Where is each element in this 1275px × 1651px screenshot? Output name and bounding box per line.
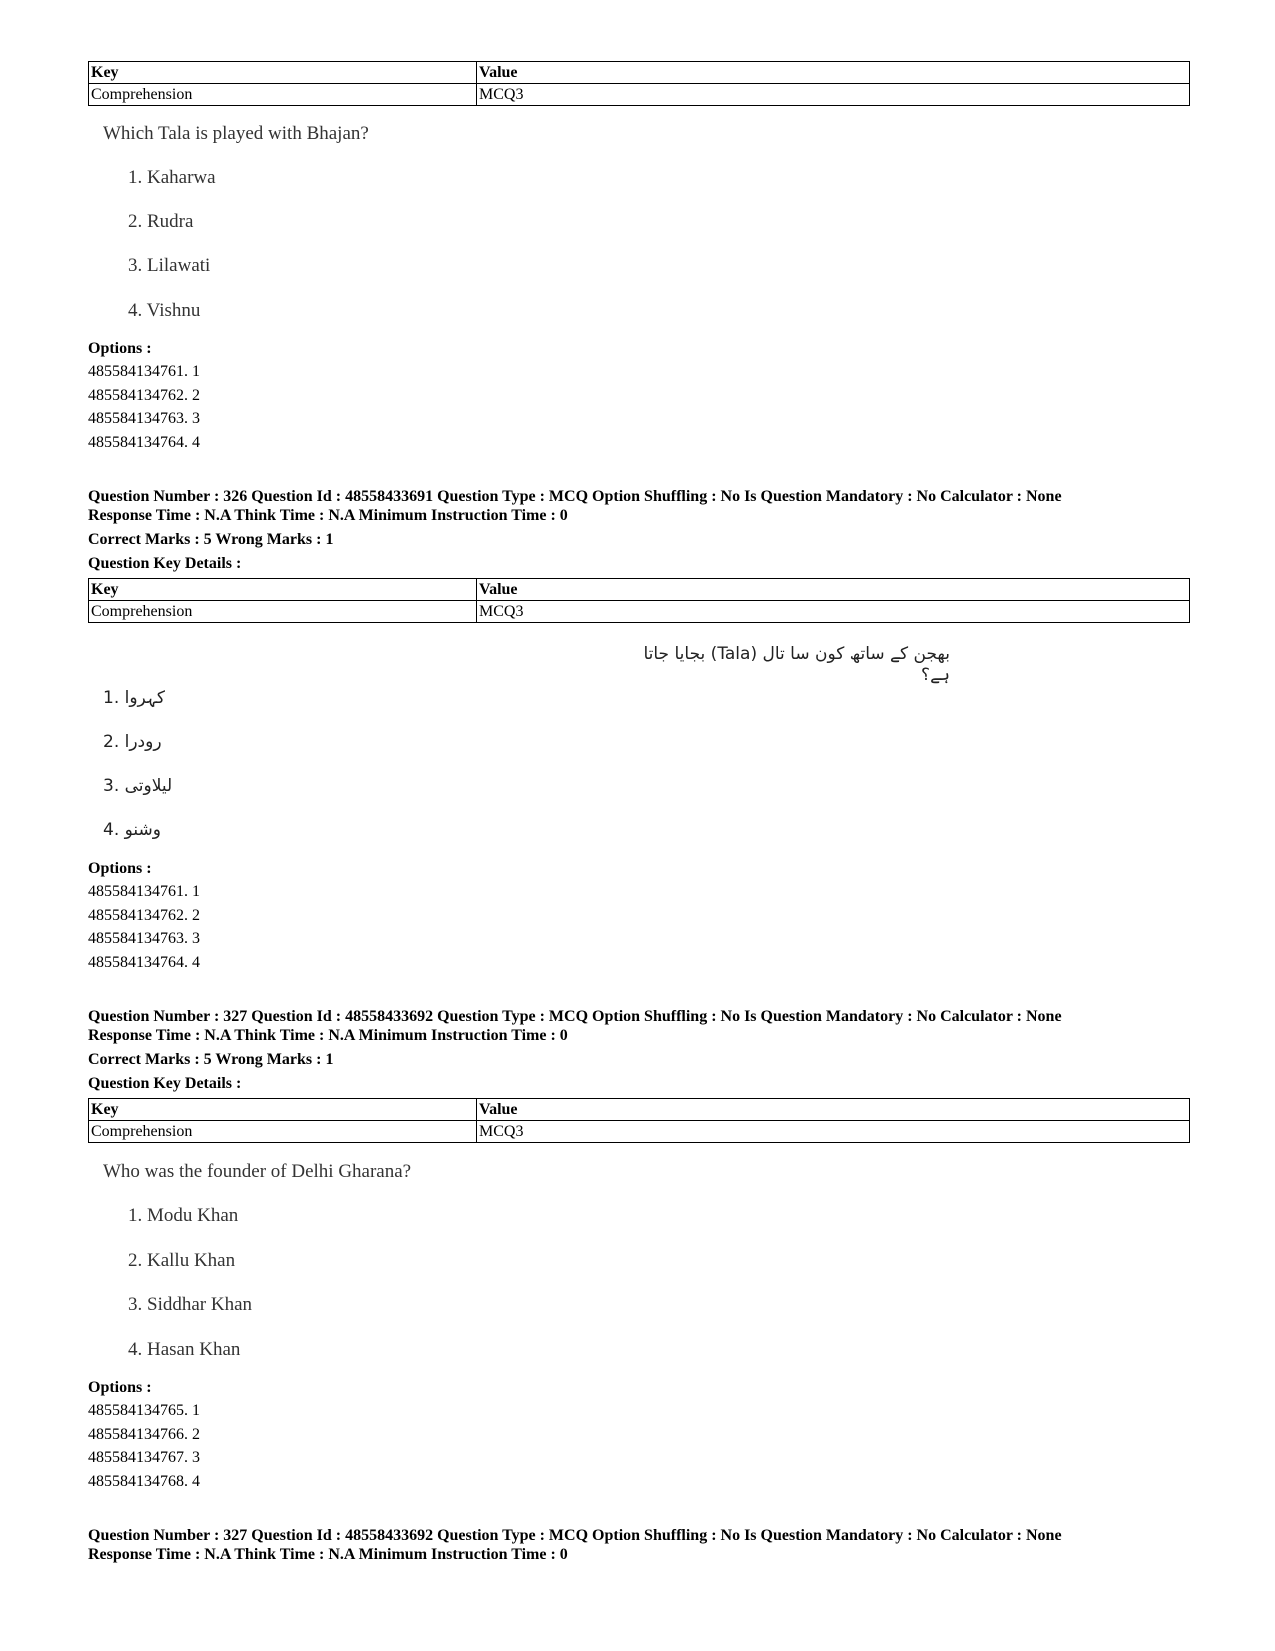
question-meta-line: Response Time : N.A Think Time : N.A Minimum Instruction Time : 0 bbox=[88, 1546, 568, 1563]
option-id: 485584134761. 1 bbox=[88, 883, 200, 900]
option-id: 485584134768. 4 bbox=[88, 1473, 200, 1490]
question-text: بھجن کے ساتھ کون سا تال (Tala) بجایا جاتا ہے؟ bbox=[643, 644, 950, 685]
question-meta-line: Question Number : 327 Question Id : 48558433692 Question Type : MCQ Option Shuffling : No Is Question Mandatory : No Calculator : None bbox=[88, 1527, 1062, 1544]
option-id: 485584134763. 3 bbox=[88, 930, 200, 947]
options-label: Options : bbox=[88, 340, 152, 357]
answer-choice: 1. Modu Khan bbox=[128, 1205, 239, 1226]
option-id: 485584134764. 4 bbox=[88, 434, 200, 451]
answer-choice: 1. Kaharwa bbox=[128, 167, 216, 188]
table-header-row bbox=[89, 62, 1190, 84]
question-text: Which Tala is played with Bhajan? bbox=[103, 123, 369, 144]
key-details-label: Question Key Details : bbox=[88, 555, 242, 572]
option-id: 485584134766. 2 bbox=[88, 1426, 200, 1443]
question-key-table bbox=[88, 61, 1190, 106]
question-meta-line: Response Time : N.A Think Time : N.A Minimum Instruction Time : 0 bbox=[88, 507, 568, 524]
table-cell-key: Comprehension bbox=[89, 84, 477, 106]
question-key-table bbox=[88, 578, 1190, 623]
options-label: Options : bbox=[88, 860, 152, 877]
table-row bbox=[89, 601, 1190, 623]
table-header-value: Value bbox=[477, 1099, 1190, 1121]
option-id: 485584134764. 4 bbox=[88, 954, 200, 971]
question-meta-line: Question Number : 327 Question Id : 48558433692 Question Type : MCQ Option Shuffling : No Is Question Mandatory : No Calculator : None bbox=[88, 1008, 1062, 1025]
option-id: 485584134762. 2 bbox=[88, 907, 200, 924]
table-cell-value: MCQ3 bbox=[477, 1121, 1190, 1143]
table-header-value: Value bbox=[477, 579, 1190, 601]
answer-choice: 3. لیلاوتی bbox=[103, 776, 173, 796]
table-header-row bbox=[89, 1099, 1190, 1121]
answer-choice: 4. Vishnu bbox=[128, 300, 201, 321]
table-header-row bbox=[89, 579, 1190, 601]
answer-choice: 4. Hasan Khan bbox=[128, 1339, 241, 1360]
marks-line: Correct Marks : 5 Wrong Marks : 1 bbox=[88, 1051, 334, 1068]
table-cell-value: MCQ3 bbox=[477, 84, 1190, 106]
table-header-key: Key bbox=[89, 1099, 477, 1121]
answer-choice: 3. Siddhar Khan bbox=[128, 1294, 253, 1315]
table-header-key: Key bbox=[89, 62, 477, 84]
table-row bbox=[89, 84, 1190, 106]
table-cell-value: MCQ3 bbox=[477, 601, 1190, 623]
answer-choice: 2. Rudra bbox=[128, 211, 194, 232]
options-label: Options : bbox=[88, 1379, 152, 1396]
option-id: 485584134761. 1 bbox=[88, 363, 200, 380]
question-meta-line: Response Time : N.A Think Time : N.A Minimum Instruction Time : 0 bbox=[88, 1027, 568, 1044]
key-details-label: Question Key Details : bbox=[88, 1075, 242, 1092]
answer-choice: 3. Lilawati bbox=[128, 255, 211, 276]
option-id: 485584134763. 3 bbox=[88, 410, 200, 427]
option-id: 485584134767. 3 bbox=[88, 1449, 200, 1466]
table-cell-key: Comprehension bbox=[89, 1121, 477, 1143]
marks-line: Correct Marks : 5 Wrong Marks : 1 bbox=[88, 531, 334, 548]
answer-choice: 1. کہروا bbox=[103, 688, 165, 708]
question-text: Who was the founder of Delhi Gharana? bbox=[103, 1161, 412, 1182]
option-id: 485584134762. 2 bbox=[88, 387, 200, 404]
answer-choice: 2. رودرا bbox=[103, 732, 162, 752]
option-id: 485584134765. 1 bbox=[88, 1402, 200, 1419]
answer-choice: 4. وشنو bbox=[103, 820, 161, 840]
answer-choice: 2. Kallu Khan bbox=[128, 1250, 236, 1271]
table-cell-key: Comprehension bbox=[89, 601, 477, 623]
table-header-key: Key bbox=[89, 579, 477, 601]
table-header-value: Value bbox=[477, 62, 1190, 84]
question-key-table bbox=[88, 1098, 1190, 1143]
question-meta-line: Question Number : 326 Question Id : 48558433691 Question Type : MCQ Option Shuffling : No Is Question Mandatory : No Calculator : None bbox=[88, 488, 1062, 505]
table-row bbox=[89, 1121, 1190, 1143]
